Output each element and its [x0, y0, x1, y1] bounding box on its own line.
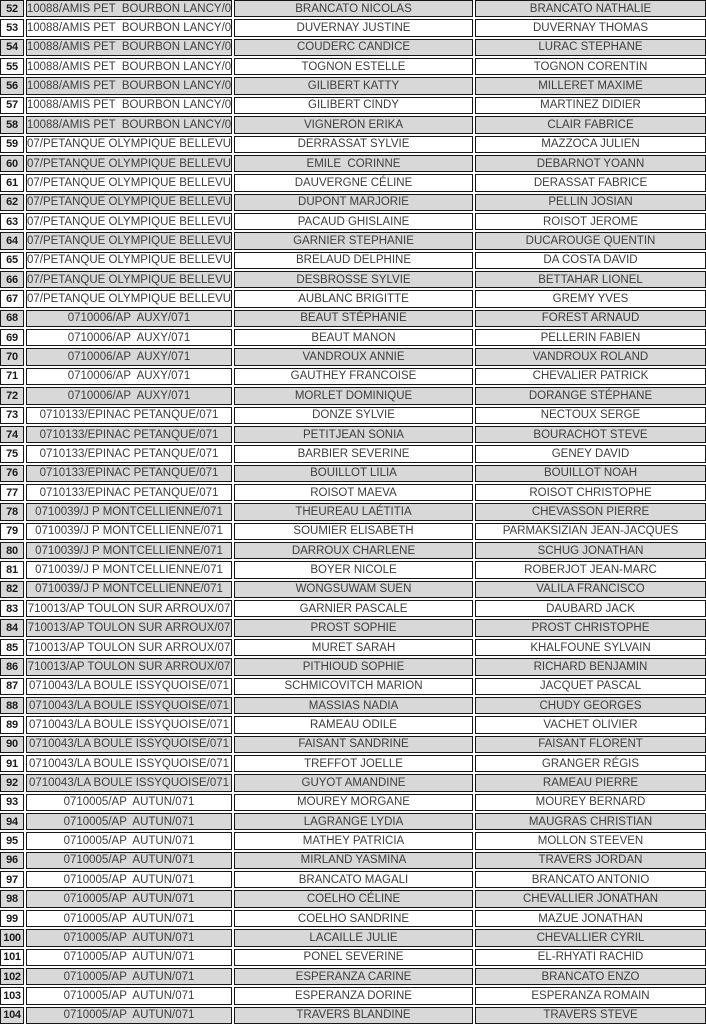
player1-name-cell: DONZE SYLVIE	[234, 407, 473, 424]
player2-name-cell: CLAIR FABRICE	[475, 116, 706, 133]
row-number-cell: 55	[0, 58, 24, 75]
row-number-cell: 102	[0, 968, 24, 985]
row-number-cell: 53	[0, 19, 24, 36]
player1-name-cell: MIRLAND YASMINA	[234, 852, 473, 869]
player2-name-cell: TRAVERS JORDAN	[475, 852, 706, 869]
row-number-cell: 88	[0, 697, 24, 714]
row-number-cell: 95	[0, 832, 24, 849]
player2-name-cell: GREMY YVES	[475, 290, 706, 307]
club-cell: 0710043/LA BOULE ISSYQUOISE/071	[26, 736, 232, 753]
row-number-cell: 78	[0, 503, 24, 520]
club-cell: 07/PETANQUE OLYMPIQUE BELLEVU	[26, 252, 232, 269]
player2-name-cell: MOUREY BERNARD	[475, 794, 706, 811]
player1-name-cell: AUBLANC BRIGITTE	[234, 290, 473, 307]
row-number-cell: 76	[0, 465, 24, 482]
player1-name-cell: VANDROUX ANNIE	[234, 348, 473, 365]
club-cell: 0710043/LA BOULE ISSYQUOISE/071	[26, 755, 232, 772]
row-number-cell: 68	[0, 310, 24, 327]
player2-name-cell: FOREST ARNAUD	[475, 310, 706, 327]
row-number-cell: 86	[0, 658, 24, 675]
club-cell: 10088/AMIS PET BOURBON LANCY/0	[26, 58, 232, 75]
player1-name-cell: WONGSUWAM SUEN	[234, 581, 473, 598]
row-number-cell: 99	[0, 910, 24, 927]
player2-name-cell: DERASSAT FABRICE	[475, 174, 706, 191]
club-cell: 0710039/J P MONTCELLIENNE/071	[26, 542, 232, 559]
player1-name-cell: BEAUT MANON	[234, 329, 473, 346]
player2-name-cell: BOUILLOT NOAH	[475, 465, 706, 482]
club-cell: 0710043/LA BOULE ISSYQUOISE/071	[26, 774, 232, 791]
row-number-cell: 83	[0, 600, 24, 617]
club-cell: 710013/AP TOULON SUR ARROUX/07	[26, 658, 232, 675]
player1-name-cell: TREFFOT JOELLE	[234, 755, 473, 772]
club-cell: 0710043/LA BOULE ISSYQUOISE/071	[26, 697, 232, 714]
player2-name-cell: FAISANT FLORENT	[475, 736, 706, 753]
club-cell: 0710005/AP AUTUN/071	[26, 794, 232, 811]
row-number-cell: 100	[0, 929, 24, 946]
player2-name-cell: PARMAKSIZIAN JEAN-JACQUES	[475, 523, 706, 540]
row-number-cell: 70	[0, 348, 24, 365]
player1-name-cell: MASSIAS NADIA	[234, 697, 473, 714]
club-cell: 0710133/EPINAC PETANQUE/071	[26, 445, 232, 462]
player1-name-cell: DERRASSAT SYLVIE	[234, 136, 473, 153]
club-cell: 0710005/AP AUTUN/071	[26, 968, 232, 985]
player2-name-cell: EL-RHYATI RACHID	[475, 949, 706, 966]
player2-name-cell: VANDROUX ROLAND	[475, 348, 706, 365]
player2-name-cell: GENEY DAVID	[475, 445, 706, 462]
player1-name-cell: GARNIER PASCALE	[234, 600, 473, 617]
row-number-cell: 64	[0, 232, 24, 249]
club-cell: 0710043/LA BOULE ISSYQUOISE/071	[26, 716, 232, 733]
club-cell: 0710005/AP AUTUN/071	[26, 910, 232, 927]
player2-name-cell: BOURACHOT STEVE	[475, 426, 706, 443]
player1-name-cell: MURET SARAH	[234, 639, 473, 656]
club-cell: 0710039/J P MONTCELLIENNE/071	[26, 523, 232, 540]
player1-name-cell: MATHEY PATRICIA	[234, 832, 473, 849]
player1-name-cell: THEUREAU LAÉTITIA	[234, 503, 473, 520]
row-number-cell: 74	[0, 426, 24, 443]
club-cell: 0710133/EPINAC PETANQUE/071	[26, 484, 232, 501]
club-cell: 0710006/AP AUXY/071	[26, 310, 232, 327]
club-cell: 07/PETANQUE OLYMPIQUE BELLEVU	[26, 174, 232, 191]
player1-name-cell: GAUTHEY FRANCOISE	[234, 368, 473, 385]
player2-name-cell: VALILA FRANCISCO	[475, 581, 706, 598]
player1-name-cell: MOUREY MORGANE	[234, 794, 473, 811]
player2-name-cell: MARTINEZ DIDIER	[475, 97, 706, 114]
row-number-cell: 67	[0, 290, 24, 307]
player2-name-cell: CHEVALLIER CYRIL	[475, 929, 706, 946]
player1-name-cell: COUDERC CANDICE	[234, 39, 473, 56]
club-cell: 0710006/AP AUXY/071	[26, 348, 232, 365]
player1-name-cell: PONEL SEVERINE	[234, 949, 473, 966]
row-number-cell: 98	[0, 890, 24, 907]
player1-name-cell: BEAUT STÉPHANIE	[234, 310, 473, 327]
player1-name-cell: BRELAUD DELPHINE	[234, 252, 473, 269]
player2-name-cell: DUCAROUGE QUENTIN	[475, 232, 706, 249]
club-cell: 0710005/AP AUTUN/071	[26, 813, 232, 830]
player1-name-cell: TRAVERS BLANDINE	[234, 1007, 473, 1024]
club-cell: 10088/AMIS PET BOURBON LANCY/0	[26, 0, 232, 17]
player2-name-cell: NECTOUX SERGE	[475, 407, 706, 424]
row-number-cell: 71	[0, 368, 24, 385]
club-cell: 0710005/AP AUTUN/071	[26, 852, 232, 869]
player1-name-cell: TOGNON ESTELLE	[234, 58, 473, 75]
row-number-cell: 58	[0, 116, 24, 133]
player2-name-cell: PELLERIN FABIEN	[475, 329, 706, 346]
club-cell: 07/PETANQUE OLYMPIQUE BELLEVU	[26, 194, 232, 211]
player1-name-cell: SCHMICOVITCH MARION	[234, 678, 473, 695]
player2-name-cell: PROST CHRISTOPHE	[475, 619, 706, 636]
club-cell: 10088/AMIS PET BOURBON LANCY/0	[26, 39, 232, 56]
row-number-cell: 97	[0, 871, 24, 888]
club-cell: 10088/AMIS PET BOURBON LANCY/0	[26, 116, 232, 133]
club-cell: 710013/AP TOULON SUR ARROUX/07	[26, 600, 232, 617]
row-number-cell: 82	[0, 581, 24, 598]
club-cell: 0710005/AP AUTUN/071	[26, 987, 232, 1004]
player2-name-cell: CHUDY GEORGES	[475, 697, 706, 714]
player2-name-cell: BRANCATO ENZO	[475, 968, 706, 985]
player2-name-cell: SCHUG JONATHAN	[475, 542, 706, 559]
row-number-cell: 96	[0, 852, 24, 869]
player1-name-cell: COELHO CÉLINE	[234, 890, 473, 907]
player2-name-cell: KHALFOUNE SYLVAIN	[475, 639, 706, 656]
row-number-cell: 94	[0, 813, 24, 830]
player2-name-cell: BRANCATO ANTONIO	[475, 871, 706, 888]
row-number-cell: 80	[0, 542, 24, 559]
club-cell: 0710039/J P MONTCELLIENNE/071	[26, 561, 232, 578]
club-cell: 10088/AMIS PET BOURBON LANCY/0	[26, 77, 232, 94]
player2-name-cell: RICHARD BENJAMIN	[475, 658, 706, 675]
player1-name-cell: DUVERNAY JUSTINE	[234, 19, 473, 36]
player2-name-cell: ROBERJOT JEAN-MARC	[475, 561, 706, 578]
player1-name-cell: SOUMIER ELISABETH	[234, 523, 473, 540]
player2-name-cell: VACHET OLIVIER	[475, 716, 706, 733]
player1-name-cell: GARNIER STEPHANIE	[234, 232, 473, 249]
row-number-cell: 59	[0, 136, 24, 153]
club-cell: 0710006/AP AUXY/071	[26, 329, 232, 346]
club-cell: 07/PETANQUE OLYMPIQUE BELLEVU	[26, 290, 232, 307]
player2-name-cell: RAMEAU PIERRE	[475, 774, 706, 791]
club-cell: 0710005/AP AUTUN/071	[26, 949, 232, 966]
player1-name-cell: GILIBERT CINDY	[234, 97, 473, 114]
club-cell: 710013/AP TOULON SUR ARROUX/07	[26, 639, 232, 656]
row-number-cell: 72	[0, 387, 24, 404]
player1-name-cell: ROISOT MAEVA	[234, 484, 473, 501]
player1-name-cell: LACAILLE JULIE	[234, 929, 473, 946]
club-cell: 0710005/AP AUTUN/071	[26, 890, 232, 907]
row-number-cell: 56	[0, 77, 24, 94]
row-number-cell: 63	[0, 213, 24, 230]
player2-name-cell: MAUGRAS CHRISTIAN	[475, 813, 706, 830]
player1-name-cell: GILIBERT KATTY	[234, 77, 473, 94]
row-number-cell: 84	[0, 619, 24, 636]
player2-name-cell: TRAVERS STEVE	[475, 1007, 706, 1024]
row-number-cell: 87	[0, 678, 24, 695]
row-number-cell: 65	[0, 252, 24, 269]
player2-name-cell: MAZUE JONATHAN	[475, 910, 706, 927]
player2-name-cell: LURAC STEPHANE	[475, 39, 706, 56]
row-number-cell: 90	[0, 736, 24, 753]
player1-name-cell: BOUILLOT LILIA	[234, 465, 473, 482]
club-cell: 0710133/EPINAC PETANQUE/071	[26, 465, 232, 482]
player1-name-cell: PROST SOPHIE	[234, 619, 473, 636]
club-cell: 0710039/J P MONTCELLIENNE/071	[26, 581, 232, 598]
player2-name-cell: MAZZOCA JULIEN	[475, 136, 706, 153]
club-cell: 0710005/AP AUTUN/071	[26, 929, 232, 946]
player1-name-cell: EMILE CORINNE	[234, 155, 473, 172]
player1-name-cell: RAMEAU ODILE	[234, 716, 473, 733]
player1-name-cell: DARROUX CHARLENE	[234, 542, 473, 559]
player2-name-cell: DEBARNOT YOANN	[475, 155, 706, 172]
player1-name-cell: COELHO SANDRINE	[234, 910, 473, 927]
player1-name-cell: LAGRANGE LYDIA	[234, 813, 473, 830]
player2-name-cell: DORANGE STÉPHANE	[475, 387, 706, 404]
player2-name-cell: PELLIN JOSIAN	[475, 194, 706, 211]
player2-name-cell: DAUBARD JACK	[475, 600, 706, 617]
player2-name-cell: MOLLON STEEVEN	[475, 832, 706, 849]
club-cell: 0710006/AP AUXY/071	[26, 368, 232, 385]
player2-name-cell: CHEVALLIER JONATHAN	[475, 890, 706, 907]
player1-name-cell: BOYER NICOLE	[234, 561, 473, 578]
row-number-cell: 81	[0, 561, 24, 578]
player2-name-cell: CHEVASSON PIERRE	[475, 503, 706, 520]
row-number-cell: 52	[0, 0, 24, 17]
player2-name-cell: BRANCATO NATHALIE	[475, 0, 706, 17]
row-number-cell: 79	[0, 523, 24, 540]
row-number-cell: 92	[0, 774, 24, 791]
row-number-cell: 91	[0, 755, 24, 772]
player2-name-cell: ESPERANZA ROMAIN	[475, 987, 706, 1004]
player2-name-cell: CHEVALIER PATRICK	[475, 368, 706, 385]
player2-name-cell: ROISOT JEROME	[475, 213, 706, 230]
player1-name-cell: PETITJEAN SONIA	[234, 426, 473, 443]
club-cell: 0710005/AP AUTUN/071	[26, 832, 232, 849]
club-cell: 07/PETANQUE OLYMPIQUE BELLEVU	[26, 232, 232, 249]
player1-name-cell: PACAUD GHISLAINE	[234, 213, 473, 230]
player2-name-cell: DUVERNAY THOMAS	[475, 19, 706, 36]
player1-name-cell: FAISANT SANDRINE	[234, 736, 473, 753]
club-cell: 0710133/EPINAC PETANQUE/071	[26, 426, 232, 443]
row-number-cell: 85	[0, 639, 24, 656]
player1-name-cell: ESPERANZA CARINE	[234, 968, 473, 985]
player1-name-cell: BRANCATO MAGALI	[234, 871, 473, 888]
row-number-cell: 73	[0, 407, 24, 424]
player2-name-cell: MILLERET MAXIME	[475, 77, 706, 94]
player2-name-cell: GRANGER RÉGIS	[475, 755, 706, 772]
row-number-cell: 61	[0, 174, 24, 191]
player2-name-cell: TOGNON CORENTIN	[475, 58, 706, 75]
row-number-cell: 54	[0, 39, 24, 56]
player2-name-cell: ROISOT CHRISTOPHE	[475, 484, 706, 501]
row-number-cell: 69	[0, 329, 24, 346]
club-cell: 07/PETANQUE OLYMPIQUE BELLEVU	[26, 136, 232, 153]
club-cell: 10088/AMIS PET BOURBON LANCY/0	[26, 19, 232, 36]
row-number-cell: 104	[0, 1007, 24, 1024]
club-cell: 0710039/J P MONTCELLIENNE/071	[26, 503, 232, 520]
row-number-cell: 66	[0, 271, 24, 288]
player1-name-cell: GUYOT AMANDINE	[234, 774, 473, 791]
player1-name-cell: PITHIOUD SOPHIE	[234, 658, 473, 675]
club-cell: 710013/AP TOULON SUR ARROUX/07	[26, 619, 232, 636]
club-cell: 07/PETANQUE OLYMPIQUE BELLEVU	[26, 155, 232, 172]
player1-name-cell: BRANCATO NICOLAS	[234, 0, 473, 17]
club-cell: 07/PETANQUE OLYMPIQUE BELLEVU	[26, 271, 232, 288]
club-cell: 0710133/EPINAC PETANQUE/071	[26, 407, 232, 424]
club-cell: 07/PETANQUE OLYMPIQUE BELLEVU	[26, 213, 232, 230]
player1-name-cell: BARBIER SEVERINE	[234, 445, 473, 462]
row-number-cell: 103	[0, 987, 24, 1004]
row-number-cell: 77	[0, 484, 24, 501]
row-number-cell: 57	[0, 97, 24, 114]
row-number-cell: 89	[0, 716, 24, 733]
club-cell: 0710043/LA BOULE ISSYQUOISE/071	[26, 678, 232, 695]
player1-name-cell: MORLET DOMINIQUE	[234, 387, 473, 404]
player1-name-cell: ESPERANZA DORINE	[234, 987, 473, 1004]
club-cell: 0710006/AP AUXY/071	[26, 387, 232, 404]
player1-name-cell: DUPONT MARJORIE	[234, 194, 473, 211]
row-number-cell: 93	[0, 794, 24, 811]
player2-name-cell: DA COSTA DAVID	[475, 252, 706, 269]
player1-name-cell: DESBROSSE SYLVIE	[234, 271, 473, 288]
player2-name-cell: BETTAHAR LIONEL	[475, 271, 706, 288]
club-cell: 10088/AMIS PET BOURBON LANCY/0	[26, 97, 232, 114]
row-number-cell: 101	[0, 949, 24, 966]
player2-name-cell: JACQUET PASCAL	[475, 678, 706, 695]
row-number-cell: 75	[0, 445, 24, 462]
club-cell: 0710005/AP AUTUN/071	[26, 871, 232, 888]
row-number-cell: 60	[0, 155, 24, 172]
player1-name-cell: DAUVERGNE CÉLINE	[234, 174, 473, 191]
club-cell: 0710005/AP AUTUN/071	[26, 1007, 232, 1024]
row-number-cell: 62	[0, 194, 24, 211]
player1-name-cell: VIGNERON ERIKA	[234, 116, 473, 133]
